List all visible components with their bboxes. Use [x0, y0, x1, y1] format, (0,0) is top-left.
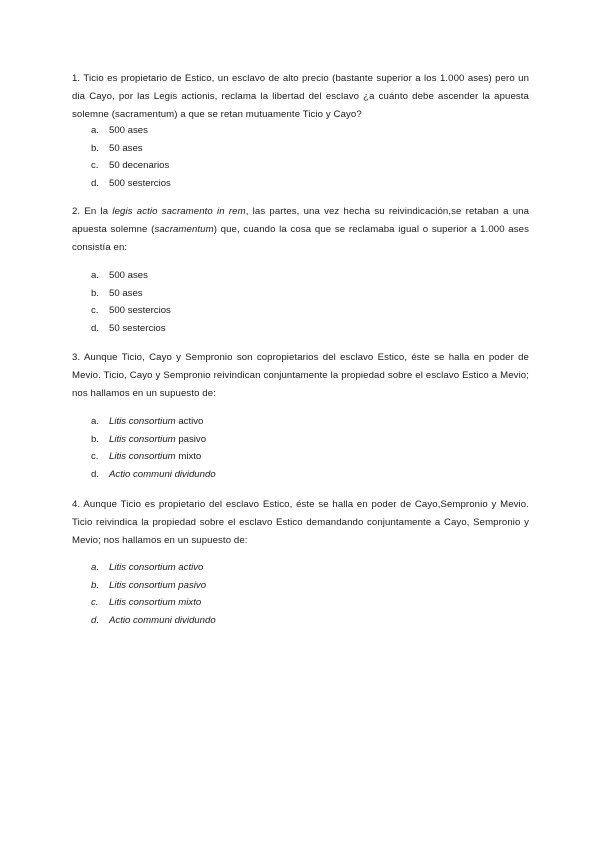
question-4 [72, 496, 529, 550]
question-3-option-c[interactable]: c. Litis consortium mixto [91, 451, 202, 462]
question-3-options [91, 413, 216, 483]
question-2-option-c[interactable]: c. 500 sestercios [91, 305, 171, 316]
question-3 [72, 349, 529, 403]
question-1-options [91, 122, 171, 192]
question-4-option-c[interactable]: c. Litis consortium mixto [91, 597, 202, 608]
question-3-option-a[interactable]: a. Litis consortium activo [91, 416, 204, 427]
question-1-option-b[interactable]: b. 50 ases [91, 142, 143, 154]
question-3-option-d[interactable]: d. Actio communi dividundo [91, 468, 216, 480]
question-2-option-b[interactable]: b. 50 ases [91, 287, 143, 299]
question-2 [72, 203, 529, 257]
question-3-option-b[interactable]: b. Litis consortium pasivo [91, 433, 207, 445]
question-1-text: 1. Ticio es propietario de Estico, un esclavo de alto precio (bastante superior a los 1.000 ases) pero un dia Cayo, por las Legis actionis, reclama la libertad del esclavo ¿a cuánto debe ascender la apuesta solemne (sacramentum) a que se retan mutuamente Ticio y Cayo? [72, 73, 530, 120]
question-2-text: 2. En la legis actio sacramento in rem, las partes, una vez hecha su reivindicación,se retaban a una apuesta solemne (sacramentum) que, cuando la cosa que se reclamaba igual o superior a 1.000 ases consistía en: [72, 206, 529, 253]
question-4-option-d[interactable]: d. Actio communi dividundo [91, 614, 216, 626]
question-2-option-d[interactable]: d. 50 sestercios [91, 322, 166, 334]
question-4-option-b[interactable]: b. Litis consortium pasivo [91, 579, 207, 591]
question-1-option-c[interactable]: c. 50 decenarios [91, 160, 170, 171]
question-1-option-d[interactable]: d. 500 sestercios [91, 177, 171, 189]
question-4-options [91, 559, 216, 629]
question-4-option-a[interactable]: a. Litis consortium activo [91, 562, 204, 573]
question-2-options [91, 267, 171, 337]
question-1-option-a[interactable]: a. 500 ases [91, 125, 148, 136]
question-3-text: 3. Aunque Ticio, Cayo y Sempronio son copropietarios del esclavo Estico, éste se halla en poder de Mevio. Ticio, Cayo y Sempronio reivindican conjuntamente la propiedad sobre el esclavo Estico a Mevio; nos hallamos en un supuesto de: [72, 352, 529, 399]
question-1 [72, 70, 529, 124]
question-2-option-a[interactable]: a. 500 ases [91, 270, 148, 281]
question-4-text: 4. Aunque Ticio es propietario del esclavo Estico, éste se halla en poder de Cayo,Sempronio y Mevio. Ticio reivindica la propiedad sobre el esclavo Estico demandando conjuntamente a Cayo, Sempronio y Mevio; nos hallamos en un supuesto de: [72, 499, 529, 546]
